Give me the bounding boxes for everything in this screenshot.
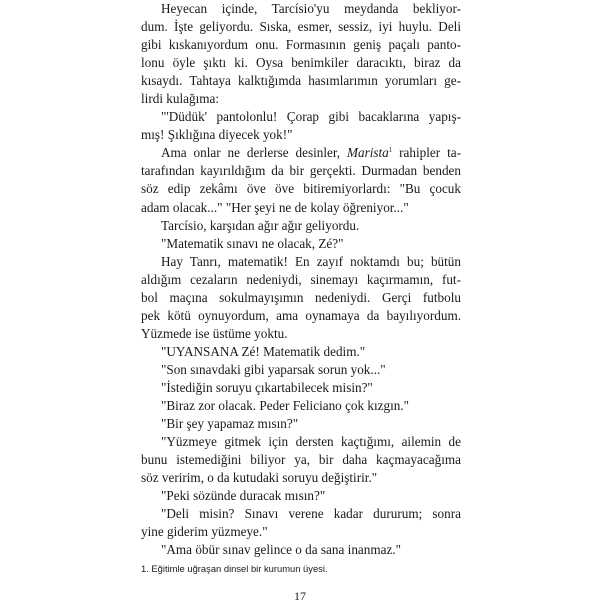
- text-line: lirdi kulağıma:: [141, 91, 220, 107]
- text-line: aldığım cezaların nedeniydi, sinemayı kaçırmamın, fut-: [141, 271, 461, 287]
- text-line: Yüzmede ise üstüme yoktu.: [141, 325, 288, 341]
- text-line: Tarcísio, karşıdan ağır ağır geliyordu.: [161, 217, 360, 233]
- text-line: dum. İşte geliyordu. Sıska, esmer, sessiz, iyi huylu. Deli: [141, 19, 461, 35]
- text-line: tarafından kayırıldığım da bir gerçekti. Durmadan benden: [141, 163, 461, 179]
- text-line: "Yüzmeye gitmek için dersten kaçtığımı, ailemin de: [161, 434, 461, 450]
- text-line: söz veririm, o da kutudaki soruyu değiştirir.": [141, 470, 378, 486]
- text-line: adam olacak..." "Her şeyi ne de kolay öğreniyor...": [141, 199, 409, 215]
- italic-term: Marista: [346, 145, 389, 161]
- text-line: "Ama öbür sınav gelince o da sana inanmaz.": [161, 542, 402, 558]
- text-segment: rahipler ta-: [392, 145, 461, 161]
- footnote: 1. Eğitimle uğraşan dinsel bir kurumun üyesi.: [141, 563, 328, 574]
- text-line: gibi kıskanıyordum onu. Formasının geniş paçalı panto-: [141, 37, 461, 53]
- text-line: "Deli misin? Sınavı verene kadar dururum; sonra: [161, 506, 461, 522]
- text-line: "'Düdük' pantolonlu! Çorap gibi bacaklarına yapış-: [161, 109, 461, 125]
- text-line: mış! Şıklığına diyecek yok!": [141, 127, 293, 143]
- footnote-marker: 1: [388, 146, 393, 155]
- text-line: "Bir şey yapamaz mısın?": [161, 416, 299, 432]
- text-line: "Son sınavdaki gibi yaparsak sorun yok...": [161, 361, 386, 377]
- text-line: "UYANSANA Zé! Matematik dedim.": [161, 343, 366, 359]
- text-line: Hay Tanrı, matematik! En zayıf noktamdı bu; bütün: [161, 253, 461, 269]
- text-line: Heyecan içinde, Tarcísio'yu meydanda bekliyor-: [161, 1, 461, 16]
- text-line: yine giderim yüzmeye.": [141, 524, 268, 540]
- text-line: "Matematik sınavı ne olacak, Zé?": [161, 235, 344, 251]
- body-text: [141, 0, 461, 559]
- text-line: söz edip zekâmı öve öve bitiremiyorlardı: "Bu çocuk: [141, 181, 461, 197]
- text-line: lonu öyle şıktı ki. Oysa benimkiler daracıktı, biraz da: [141, 55, 461, 71]
- page-number: 17: [294, 589, 306, 603]
- text-line: bol maçına sokulmayışımın nedeniydi. Gerçi futbolu: [141, 289, 461, 305]
- text-line: bunu istemediğini biliyor ya, bir daha kaçmayacağıma: [141, 452, 461, 468]
- text-line: "Biraz zor olacak. Peder Feliciano çok kızgın.": [161, 398, 410, 414]
- text-segment: Ama onlar ne derlerse desinler,: [161, 145, 347, 161]
- text-line: kısaydı. Tahtaya kalktığımda hasımlarımın yorumları ge-: [141, 73, 461, 89]
- text-line: [141, 144, 461, 162]
- text-line: pek kötü oynuyordum, ama oynamaya da bayılıyordum.: [141, 307, 461, 323]
- text-line: "Peki sözünde duracak mısın?": [161, 488, 326, 504]
- text-line: "İstediğin soruyu çıkartabilecek misin?": [161, 379, 373, 395]
